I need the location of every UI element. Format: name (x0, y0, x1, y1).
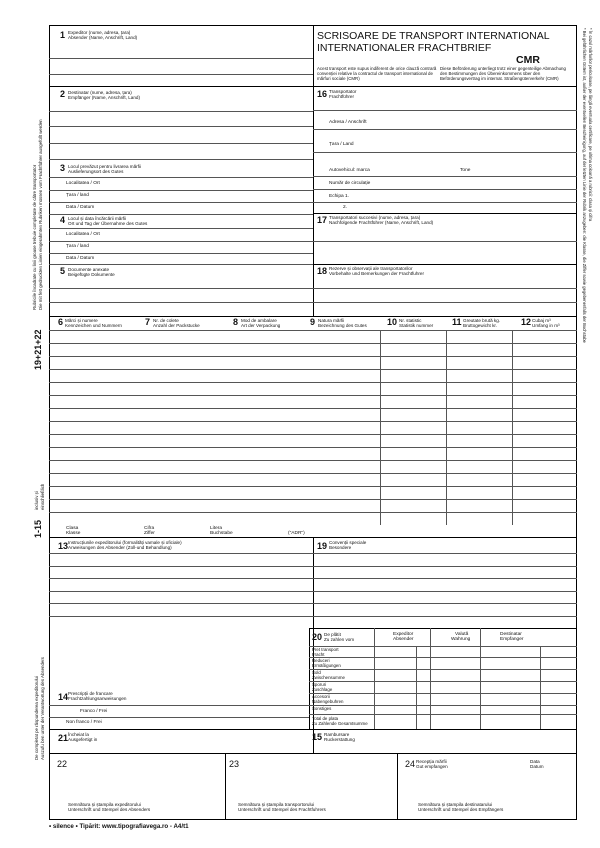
ruling-line (49, 499, 577, 500)
field-4-label-ro: Locul și data încărcării mărfii (68, 216, 127, 221)
field-14-label-de: Frachtzahlungsanweisungen (68, 696, 127, 701)
cmr-label: CMR (516, 54, 540, 66)
header-note-de: Diese Beförderung unterliegt trotz einer gegenteilige Abmachung den Bestimmungen des Übereinkommens über den Beförderungsvertrag im internat. Straßengüterverkehr (CMR) (440, 66, 566, 82)
ruling-line (313, 566, 577, 567)
goods-col-8-number: 8 (233, 317, 239, 327)
margin-left-top-de: Die mit fett gedruckten Linien eingerahmten Rubriken müssen vom Frachtführer ausgefüllt werden (38, 119, 43, 310)
fee-other: Sonstiges (312, 706, 332, 711)
fee-subtotal-ro: Sold (312, 670, 321, 675)
field-20-col-currency-de: Wahrung (451, 637, 471, 642)
goods-col-11-de: Bruttogewicht kr. (463, 323, 497, 328)
field-4-locality: Localitatea / Ort (66, 232, 100, 237)
field-17-number: 17 (317, 215, 328, 225)
field-1-label-de: Absender (Name, Anschrift, Land) (68, 35, 138, 40)
margin-range1: 19+21+22 (33, 329, 43, 370)
ruling-line (313, 616, 577, 617)
field-2-label-ro: Destinatar (nume, adresa, țara) (68, 90, 132, 95)
field-14-number: 14 (58, 692, 69, 702)
ruling-line (49, 356, 577, 357)
field-16-number: 16 (317, 89, 328, 99)
ruling-line (49, 447, 577, 448)
field-15-number: 15 (312, 732, 323, 742)
goods-col-8-ro: Mod de ambalare (241, 318, 277, 323)
field-5-label-de: Beigefügte Dokumente (68, 272, 115, 277)
field-18-label-de: Vorbehalte und Bemerkungen der Frachtfuhrer (329, 271, 424, 276)
fee-total-ro: Total de plata (312, 716, 339, 721)
ruling-line (313, 578, 577, 579)
field-20-col-sender-ro: Expeditor (393, 632, 414, 637)
margin-left-mid-ro: inclusiv și (34, 491, 39, 510)
field-24-label-ro: Recepția mărfii (416, 759, 447, 764)
field-3-label-de: Auslieferungsort des Gutes (68, 169, 124, 174)
field-20-number: 20 (312, 632, 323, 642)
field-17-label-de: Nachfolgende Frachtführer (Name, Anschrift, Land) (329, 220, 434, 225)
field-22-sig-ro: Semnătura și ștampila expeditorului (68, 802, 141, 807)
field-4-label-de: Ort und Tag der Übernahme des Gutes (68, 221, 148, 226)
field-18-number: 18 (317, 266, 328, 276)
ruling-line (49, 553, 313, 554)
field-13-number: 13 (58, 541, 69, 551)
field-24-sig-ro: Semnătura și ștampila destinatarului (418, 802, 493, 807)
field-24-sig-de: Unterschrift und Stempel des Empfängers (418, 807, 504, 812)
field-14-label-ro: Prescripții de francare (68, 691, 113, 696)
goods-col-10-de: Statistik nummer (399, 323, 434, 328)
ruling-line (49, 591, 313, 592)
goods-col-8-de: Art der Verpackung (241, 323, 281, 328)
field-3-locality: Localitatea / Ort (66, 181, 100, 186)
ruling-line (313, 553, 577, 554)
field-21-number: 21 (58, 733, 69, 743)
field-22-sig-de: Unterschrift und Stempel des Absenders (68, 807, 151, 812)
ruling-line (49, 369, 577, 370)
goods-col-7-de: Anzahl der Packstucke (153, 323, 200, 328)
fee-surcharge-ro: Sporuri (312, 682, 327, 687)
ruling-line (49, 460, 577, 461)
fee-ancillary-ro: Accesorii (312, 694, 330, 699)
field-19-label-de: Besondere (329, 545, 352, 550)
header-note-ro: Acest transport este supus indiferent de orice clauză contrară convenției relative la contractul de transport international de mărfuri sociale (CMR) (317, 66, 437, 82)
margin-left-top-ro: Rubricile încadrate cu linii groase trebuie completate de către transportator (32, 164, 37, 310)
field-18-label-ro: Rezerve și observații ale transportatorilor (329, 266, 413, 271)
fee-total-de: Zu Zahlende Gesamtsumme (312, 721, 368, 726)
field-16-address: Adresa / Anschrift (329, 120, 367, 125)
field-23-number: 23 (229, 759, 240, 769)
field-24-number: 24 (405, 759, 416, 769)
title-ro: SCRISOARE DE TRANSPORT INTERNATIONAL (317, 30, 550, 42)
goods-col-9-number: 9 (310, 317, 316, 327)
ruling-line (49, 512, 577, 513)
field-4-country: Țara / land (66, 244, 89, 249)
fee-discount-de: Ermäßigungen (312, 663, 341, 668)
ruling-line (49, 408, 577, 409)
field-23-sig-ro: Semnătura și ștampila transportorului (238, 802, 315, 807)
field-13-label-de: Anweisungen des Absender (Zoll-und Behandlung) (68, 545, 172, 550)
field-3-label-ro: Locul prevăzut pentru livrarea mărfii (68, 164, 142, 169)
ruling-line (49, 382, 577, 383)
ruling-line (49, 395, 577, 396)
fee-freight-ro: Pret transport (312, 647, 339, 652)
field-24-label-de: Gut empfangen (416, 764, 448, 769)
field-24-datum: Datum (530, 764, 544, 769)
ruling-line (49, 421, 577, 422)
goods-col-9-de: Bezeichnung des Gutes (318, 323, 367, 328)
field-20-label-ro: De plătit (324, 632, 341, 637)
title-de: INTERNATIONALER FRACHTBRIEF (317, 42, 492, 54)
ruling-line (49, 343, 577, 344)
field-13-label-ro: Instrucțiunile expeditorului (formalități vamale și oficiale) (68, 540, 182, 545)
margin-right-de: * Bei gefährlichen Gütern ist, außer der eventuellen Bescheinigung, auf der letzten Linie der Rubrik anzugeben: die Klasse, die Ziffer sowie gegebenenfalls der Buchstabe (582, 28, 587, 343)
goods-col-6-ro: Mărci și numere (65, 318, 98, 323)
ruling-line (49, 330, 577, 331)
goods-col-12-number: 12 (521, 317, 532, 327)
margin-right-ro: * În cazul mărfurilor periculoase, pe lângă eventuala certificare, pe ultima coloană a rubricii: clasa și cifra (588, 28, 593, 222)
goods-col-11-ro: Greutate brută kg. (463, 318, 501, 323)
class-klasse: Klasse (66, 531, 81, 536)
margin-left-bot-ro: De completat pe răspunderea expeditorului (34, 676, 39, 760)
field-2-label-de: Empfänger (Name, Anschrift, Land) (68, 95, 141, 100)
field-20-col-currency-ro: Valută (455, 632, 469, 637)
field-17-label-ro: Transportatori succesivi (nume, adresa, țara) (329, 215, 421, 220)
field-2-number: 2 (60, 89, 66, 99)
field-20-col-receiver-de: Empfanger (500, 637, 524, 642)
field-15-label-ro: Rambursare (324, 732, 350, 737)
field-21-label-ro: Încheiat la (68, 732, 89, 737)
goods-col-10-ro: Nr. statistic (399, 318, 422, 323)
fee-freight-de: Fracht (312, 652, 325, 657)
goods-col-6-number: 6 (58, 317, 64, 327)
ruling-line (313, 603, 577, 604)
ruling-line (49, 473, 577, 474)
goods-col-6-de: Kennzeichen und Nummern (65, 323, 122, 328)
field-24-data: Data (530, 759, 540, 764)
field-23-sig-de: Unterschrift und Stempel des Frachtfuhrers (238, 807, 326, 812)
ruling-line (49, 486, 577, 487)
field-14-nonfranco: Non franco / Frei (66, 720, 102, 725)
field-4-date: Data / Datum (66, 256, 95, 261)
field-3-date: Data / Datum (66, 205, 95, 210)
goods-col-12-de: Umfang in m³ (532, 323, 560, 328)
field-22-number: 22 (57, 759, 68, 769)
field-16-registration: Număr de circulație (329, 181, 371, 186)
field-3-number: 3 (60, 163, 66, 173)
class-buchstabe: Buchstabe (210, 531, 233, 536)
field-1-number: 1 (60, 30, 66, 40)
goods-col-11-number: 11 (452, 317, 462, 327)
field-16-crew-1: Echipa 1. (329, 194, 350, 199)
field-16-label-de: Frachtführer (329, 94, 355, 99)
fee-ancillary-de: Nabengebuhren (312, 699, 344, 704)
class-litera: Litera (210, 526, 222, 531)
field-16-vehicle: Autovehicul: marca (329, 168, 370, 173)
goods-col-7-ro: Nr. de colete (153, 318, 179, 323)
field-5-label-ro: Documente anexate (68, 267, 110, 272)
fee-subtotal-de: Zwischensumme (312, 675, 345, 680)
fee-surcharge-de: Zuschlage (312, 687, 333, 692)
field-1-label-ro: Expeditor (nume, adresa, țara) (68, 30, 131, 35)
margin-left-bot-de: Auszufu ben unter der Verantwortung des Absenders (40, 656, 45, 760)
goods-col-12-ro: Cubaj m³ (532, 318, 551, 323)
field-20-col-sender-de: Absender (393, 637, 414, 642)
class-adr: ("ADR") (288, 531, 305, 536)
field-20-col-receiver-ro: Destinatar (500, 632, 522, 637)
ruling-line (49, 578, 313, 579)
ruling-line (49, 616, 313, 617)
field-14-franco: Franco / Frei (80, 709, 108, 714)
margin-left-mid-de: einschließlich (40, 483, 45, 510)
field-20-label-de: Zu zahlen vom (324, 637, 355, 642)
fee-discount-ro: Reduceri (312, 658, 330, 663)
ruling-line (49, 566, 313, 567)
field-19-number: 19 (317, 541, 328, 551)
field-19-label-ro: Convenții speciale (329, 540, 367, 545)
footer-printer: • silence • Tipărit: www.tipografiavega.ro - A4/t1 (49, 823, 189, 830)
field-16-country: Țara / Land (329, 142, 354, 147)
ruling-line (49, 434, 577, 435)
ruling-line (49, 603, 313, 604)
field-16-crew-2: 2. (343, 205, 348, 210)
margin-range2: 1-15 (33, 519, 43, 538)
field-5-number: 5 (60, 266, 66, 276)
field-4-number: 4 (60, 215, 66, 225)
class-ziffer: Ziffer (144, 531, 155, 536)
goods-col-7-number: 7 (145, 317, 151, 327)
field-3-country: Țara / land (66, 193, 89, 198)
goods-col-9-ro: Natura mărfii (318, 318, 345, 323)
class-clasa: Clasa (66, 526, 79, 531)
class-cifra: Cifra (144, 526, 155, 531)
goods-col-10-number: 10 (387, 317, 398, 327)
field-16-label-ro: Transportator (329, 89, 357, 94)
field-16-tone: Tone (460, 168, 471, 173)
ruling-line (313, 591, 577, 592)
field-21-label-de: Ausgefertigt in (68, 737, 98, 742)
field-15-label-de: Ruckerstattung (324, 737, 355, 742)
